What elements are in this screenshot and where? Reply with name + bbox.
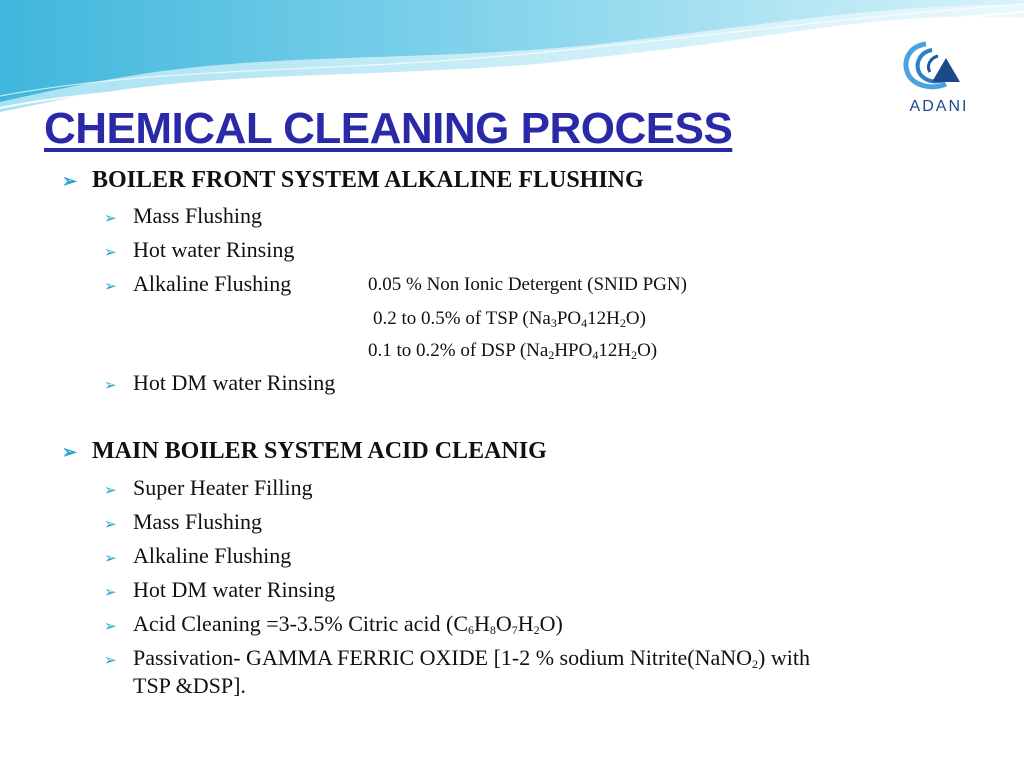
list-item-label: Mass Flushing: [133, 509, 262, 534]
arrow-bullet-icon: ➢: [104, 378, 117, 394]
section-heading-text: MAIN BOILER SYSTEM ACID CLEANIG: [92, 438, 547, 464]
list-item: [104, 475, 313, 501]
section-heading-boiler-front: [62, 167, 644, 194]
logo-brand-text: ADANI: [909, 98, 969, 115]
dsp-detail: 0.1 to 0.2% of DSP $(Na_2HPO_412H_2O)$: [368, 340, 658, 362]
arrow-bullet-icon: ➢: [104, 517, 117, 533]
arrow-bullet-icon: ➢: [104, 653, 117, 669]
list-item: [104, 203, 262, 229]
list-item-label: Mass Flushing: [133, 203, 262, 228]
arrow-bullet-icon: ➢: [104, 279, 117, 295]
list-item: [104, 543, 291, 569]
list-item-acid-cleaning: ➢ Acid Cleaning =3-3.5% Citric acid $(C_6H_8O_7H_2O)$: [104, 611, 563, 637]
list-item: [104, 237, 294, 263]
adani-logo-icon: [888, 34, 990, 96]
arrow-bullet-icon: ➢: [62, 171, 78, 191]
page-title: CHEMICAL CLEANING PROCESS: [44, 104, 733, 153]
arrow-bullet-icon: ➢: [104, 619, 117, 635]
section-heading-text: BOILER FRONT SYSTEM ALKALINE FLUSHING: [92, 167, 644, 193]
list-item-label: Super Heater Filling: [133, 475, 313, 500]
list-item-label: Hot DM water Rinsing: [133, 370, 336, 395]
arrow-bullet-icon: ➢: [62, 442, 78, 462]
list-item: [104, 509, 262, 535]
arrow-bullet-icon: ➢: [104, 245, 117, 261]
list-item-label: Hot DM water Rinsing: [133, 577, 336, 602]
arrow-bullet-icon: ➢: [104, 211, 117, 227]
arrow-bullet-icon: ➢: [104, 551, 117, 567]
arrow-bullet-icon: ➢: [104, 585, 117, 601]
list-item-passivation: ➢ Passivation- GAMMA FERRIC OXIDE [1-2 % sodium Nitrite(NaNO$_2$) with: [104, 645, 810, 671]
list-item-label: Hot water Rinsing: [133, 237, 295, 262]
list-item-label: Alkaline Flushing: [133, 271, 292, 296]
adani-logo: [888, 34, 990, 124]
section-heading-main-boiler: [62, 438, 547, 465]
arrow-bullet-icon: ➢: [104, 483, 117, 499]
list-item-label: Alkaline Flushing: [133, 543, 292, 568]
list-item: [104, 577, 335, 603]
tsp-detail: 0.2 to 0.5% of TSP $(Na_3PO_412H_2O)$: [373, 308, 646, 330]
passivation-continuation: TSP &DSP].: [133, 673, 246, 698]
list-item: [104, 370, 335, 396]
list-item: [104, 271, 291, 297]
detergent-detail: 0.05 % Non Ionic Detergent (SNID PGN): [368, 274, 687, 295]
